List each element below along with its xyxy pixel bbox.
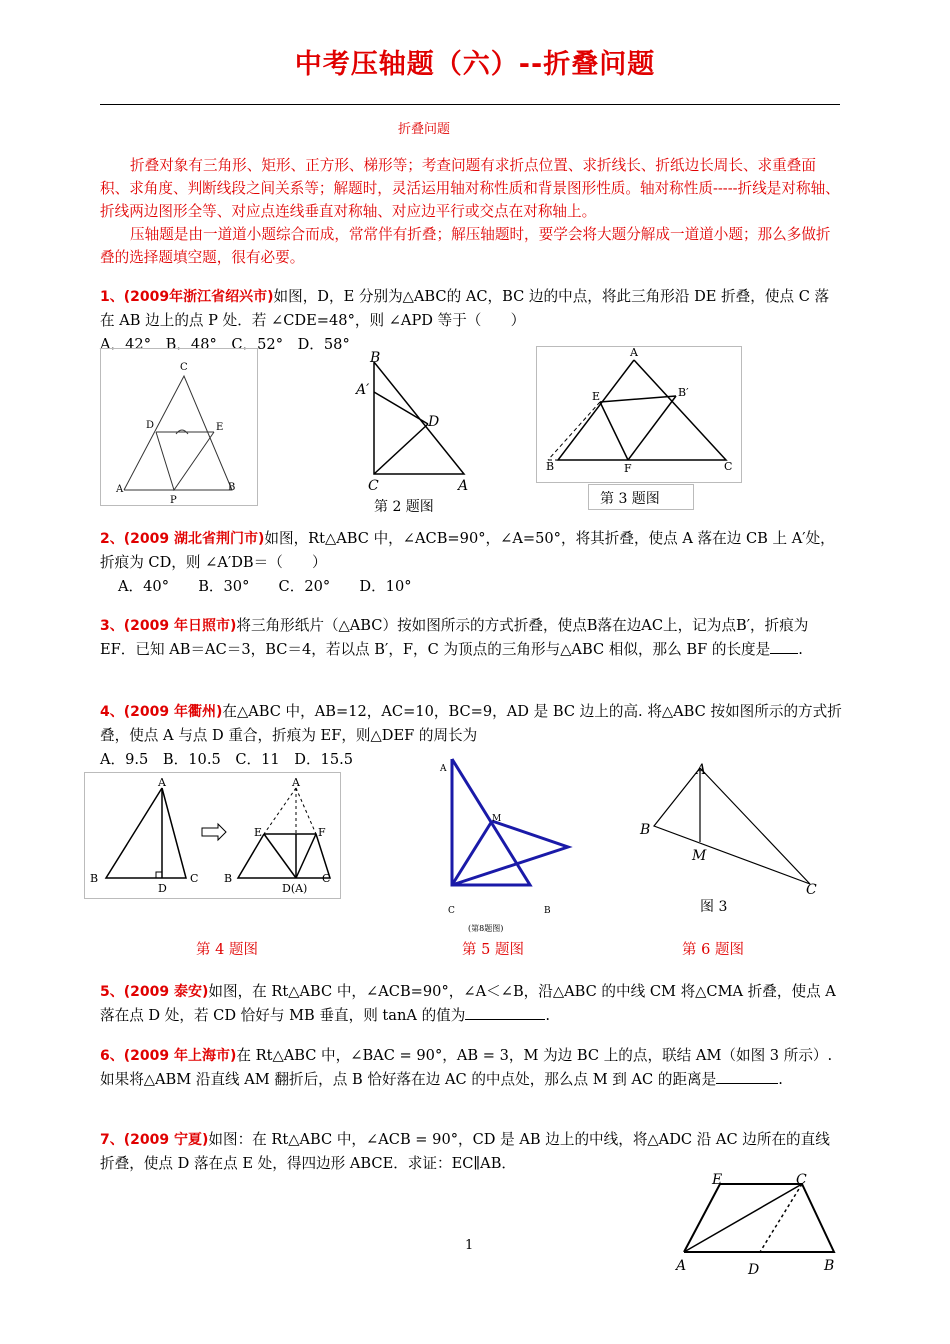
question-5: 5、(2009 泰安)如图，在 Rt△ABC 中，∠ACB=90°，∠A＜∠B，沿△ABC 的中线 CM 将△CMA 折叠，使点 A 落在点 D 处，若 CD 恰好与 MB 垂直，则 tanA 的值为 . bbox=[100, 983, 836, 1024]
question-1-text: 如图，D，E 分别为△ABC的 AC，BC 边的中点，将此三角形沿 DE 折叠，使点 C 落在 AB 边上的点 P 处．若 ∠CDE=48°，则 ∠APD 等于（ ） bbox=[100, 288, 830, 329]
svg-text:E: E bbox=[712, 1172, 723, 1188]
svg-text:D(A): D(A) bbox=[282, 882, 308, 895]
figure-1 bbox=[100, 348, 260, 508]
svg-text:E: E bbox=[254, 826, 263, 839]
svg-text:F: F bbox=[318, 826, 326, 839]
figure-2 bbox=[352, 348, 482, 498]
svg-text:B: B bbox=[824, 1258, 835, 1274]
question-7 bbox=[100, 1128, 842, 1176]
figure-5-small-caption: (第8题图) bbox=[468, 924, 504, 933]
question-3-label: 3、(2009 年日照市) bbox=[100, 618, 237, 634]
question-3-text: 将三角形纸片（△ABC）按如图所示的方式折叠，使点B落在边AC上，记为点B′，折痕为 EF．已知 AB＝AC＝3，BC＝4，若以点 B′，F，C 为顶点的三角形与△ABC 相似，那么 BF 的长度是 bbox=[100, 617, 809, 658]
svg-text:A: A bbox=[440, 764, 447, 774]
question-5-text: 如图，在 Rt△ABC 中，∠ACB=90°，∠A＜∠B，沿△ABC 的中线 CM 将△CMA 折叠，使点 A 落在点 D 处，若 CD 恰好与 MB 垂直，则 tanA 的值为 bbox=[100, 983, 836, 1024]
question-5-answer-blank[interactable] bbox=[465, 1019, 545, 1020]
question-6: 6、(2009 年上海市)在 Rt△ABC 中，∠BAC = 90°，AB = 3，M 为边 BC 上的点，联结 AM（如图 3 所示）. 如果将△ABM 沿直线 AM 翻折后，点 B 恰好落在边 AC 的中点处，那么点 M 到 AC 的距离是 . bbox=[100, 1047, 833, 1088]
question-6-label: 6、(2009 年上海市) bbox=[100, 1048, 237, 1064]
svg-text:B: B bbox=[228, 482, 236, 493]
question-7-text: 如图：在 Rt△ABC 中，∠ACB = 90°，CD 是 AB 边上的中线，将△ADC 沿 AC 边所在的直线折叠，使点 D 落在点 E 处，得四边形 ABCE．求证：EC∥AB． bbox=[100, 1131, 830, 1172]
svg-text:D: D bbox=[146, 420, 155, 431]
figure-6-caption: 第 6 题图 bbox=[682, 942, 744, 958]
svg-text:C: C bbox=[806, 882, 817, 894]
question-4-label: 4、(2009 年衢州) bbox=[100, 704, 223, 720]
svg-text:C: C bbox=[180, 362, 188, 373]
svg-text:C: C bbox=[190, 872, 199, 885]
svg-text:C: C bbox=[448, 906, 455, 916]
figure-2-caption: 第 2 题图 bbox=[374, 499, 434, 515]
svg-text:C: C bbox=[322, 872, 331, 885]
title-divider bbox=[100, 104, 840, 105]
intro-paragraph-1: 折叠对象有三角形、矩形、正方形、梯形等；考查问题有求折点位置、求折线长、折纸边长周长、求重叠面积、求角度、判断线段之间关系等；解题时，灵活运用轴对称性质和背景图形性质。轴对称性质-----折线是对称轴、折线两边图形全等、对应点连线垂直对称轴、对应边平行或交点在对称轴上。 bbox=[100, 157, 840, 220]
question-6-answer-blank[interactable] bbox=[716, 1083, 778, 1084]
svg-text:C: C bbox=[368, 478, 379, 494]
question-1-label: 1、(2009年浙江省绍兴市) bbox=[100, 289, 274, 305]
figure-4 bbox=[84, 772, 342, 902]
intro-text bbox=[100, 154, 842, 269]
svg-text:A: A bbox=[292, 776, 300, 789]
svg-text:D: D bbox=[748, 1262, 760, 1278]
svg-text:F: F bbox=[624, 462, 632, 475]
svg-text:M: M bbox=[692, 848, 707, 864]
svg-text:A: A bbox=[630, 346, 638, 359]
svg-text:A: A bbox=[458, 478, 469, 494]
svg-text:B: B bbox=[224, 872, 233, 885]
figure-5-caption: 第 5 题图 bbox=[462, 942, 524, 958]
section-subheading: 折叠问题 bbox=[398, 122, 451, 137]
svg-text:A: A bbox=[158, 776, 166, 789]
svg-text:A: A bbox=[676, 1258, 687, 1274]
question-3-answer-blank[interactable] bbox=[770, 653, 798, 654]
svg-text:B: B bbox=[544, 906, 551, 916]
svg-text:B: B bbox=[640, 822, 651, 838]
question-7-label: 7、(2009 宁夏) bbox=[100, 1132, 209, 1148]
svg-text:A′: A′ bbox=[356, 382, 370, 398]
svg-text:E: E bbox=[592, 390, 601, 403]
page-title: 中考压轴题（六）--折叠问题 bbox=[294, 49, 656, 80]
figure-6-caption-inline: 图 3 bbox=[700, 899, 728, 915]
svg-text:D: D bbox=[158, 882, 167, 895]
svg-text:B: B bbox=[370, 350, 381, 366]
question-2 bbox=[100, 527, 842, 599]
question-2-text: 如图，Rt△ABC 中，∠ACB=90°，∠A=50°，将其折叠，使点 A 落在边 CB 上 A′处，折痕为 CD，则 ∠A′DB＝（ ） bbox=[100, 530, 835, 571]
figure-4-caption: 第 4 题图 bbox=[196, 942, 258, 958]
svg-text:M: M bbox=[492, 814, 502, 824]
figure-6 bbox=[636, 758, 826, 894]
figure-7 bbox=[672, 1170, 842, 1282]
svg-text:B: B bbox=[90, 872, 99, 885]
question-5-label: 5、(2009 泰安) bbox=[100, 984, 209, 1000]
question-6-text: 在 Rt△ABC 中，∠BAC = 90°，AB = 3，M 为边 BC 上的点，联结 AM（如图 3 所示）. 如果将△ABM 沿直线 AM 翻折后，点 B 恰好落在边 AC 的中点处，那么点 M 到 AC 的距离是 bbox=[100, 1047, 833, 1088]
svg-text:C: C bbox=[796, 1172, 807, 1188]
svg-text:B: B bbox=[546, 460, 555, 473]
question-4-options: A．9.5 B．10.5 C．11 D．15.5 bbox=[100, 751, 354, 768]
figure-3 bbox=[536, 346, 743, 484]
svg-text:C: C bbox=[724, 460, 733, 473]
svg-text:P: P bbox=[170, 495, 177, 506]
svg-text:A: A bbox=[116, 484, 124, 495]
figure-3-caption: 第 3 题图 bbox=[600, 491, 660, 507]
question-3: 3、(2009 年日照市)将三角形纸片（△ABC）按如图所示的方式折叠，使点B落在边AC上，记为点B′，折痕为 EF．已知 AB＝AC＝3，BC＝4，若以点 B′，F，C 为顶点的三角形与△ABC 相似，那么 BF 的长度是 . bbox=[100, 617, 809, 658]
figure-5 bbox=[434, 755, 584, 937]
question-4-text: 在△ABC 中，AB=12，AC=10，BC=9，AD 是 BC 边上的高. 将△ABC 按如图所示的方式折叠，使点 A 与点 D 重合，折痕为 EF，则△DEF 的周长为 bbox=[100, 703, 842, 744]
svg-text:B′: B′ bbox=[678, 386, 689, 399]
question-2-label: 2、(2009 湖北省荆门市) bbox=[100, 531, 265, 547]
svg-text:A: A bbox=[696, 762, 707, 778]
question-2-options: A．40° B．30° C．20° D．10° bbox=[118, 578, 412, 595]
page-number: 1 bbox=[465, 1238, 474, 1253]
intro-paragraph-2: 压轴题是由一道道小题综合而成，常常伴有折叠；解压轴题时，要学会将大题分解成一道道小题；那么多做折叠的选择题填空题，很有必要。 bbox=[100, 226, 831, 266]
svg-text:D: D bbox=[428, 414, 440, 430]
svg-text:E: E bbox=[216, 422, 224, 433]
question-1-options: A．42° B．48° C．52° D．58° bbox=[100, 336, 350, 353]
